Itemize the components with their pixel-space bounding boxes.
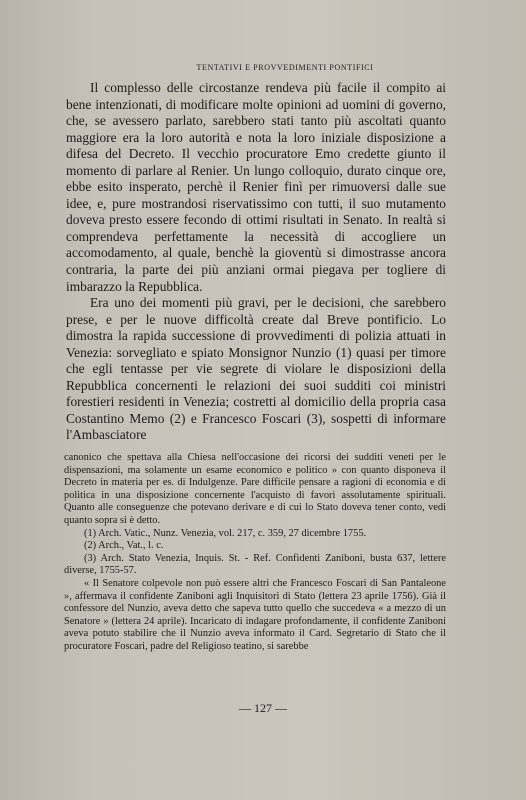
- footnote: (1) Arch. Vatic., Nunz. Venezia, vol. 217, c. 359, 27 dicembre 1755.: [84, 527, 367, 539]
- footnotes: [64, 452, 446, 654]
- footnote: (2) Arch., Vat., l. c.: [84, 540, 164, 552]
- paragraph: Il complesso delle circostanze rendeva più facile il compito ai bene intenzionati, di modificare molte opinioni ad uomini di governo, che, se avessero parlato, sarebbero stati tanto più ascoltati quanto maggiore era la loro autorità e nota la loro iniziale disposizione a difesa del Decreto. Il vecchio procuratore Emo credette giunto il momento di parlare al Renier. Un lungo colloquio, durato cinque ore, ebbe esito insperato, perchè il Renier finì per rimuoversi dalle sue idee, e, pure mostrandosi riservatissimo con tutti, il suo mutamento doveva presto essere fecondo di ottimi risultati in Senato. In realtà si comprendeva perfettamente la necessità di accogliere un accomodamento, al quale, benchè la gioventù si dimostrasse ancora contraria, la parte dei più anziani ormai piegava per togliere di imbarazzo la Repubblica.: [66, 80, 446, 294]
- footnote: (3) Arch. Stato Venezia, Inquis. St. - Ref. Confidenti Zaniboni, busta 637, lettere diverse, 1755-57.: [64, 552, 446, 577]
- footnote-quote: « Il Senatore colpevole non può essere altri che Francesco Foscari di San Pantaleone », affermava il confidente Zaniboni agli Inquisitori di Stato (lettera 23 aprile 1756). Già il confessore del Nunzio, aveva detto che sapeva tutto quello che succedeva « a mezzo di un Senatore » (lettera 24 aprile). Incaricato di indagare profondamente, il confidente Zaniboni aveva potuto stabilire che il Nunzio aveva informato il Card. Segretario di Stato che il procuratore Foscari, padre del Religioso teatino, si sarebbe: [64, 577, 446, 652]
- page-number: — 127 —: [239, 701, 287, 715]
- main-text: [66, 80, 446, 444]
- footnote-continuation: canonico che spettava alla Chiesa nell'occasione dei ricorsi dei sudditi veneti per le dispensazioni, ma solamente un esame economico e politico » con quanto disponeva il Decreto in materia per es. di Indulgenze. Pare difficile pensare a ragioni di economia e di politica in una disposizione concernente l'acquisto di favori assolutamente spirituali. Quanto alle conseguenze che potevano derivare e di cui lo Stato doveva tener conto, vedi quanto sopra si è detto.: [64, 452, 446, 526]
- running-header: TENTATIVI E PROVVEDIMENTI PONTIFICI: [196, 63, 374, 72]
- paragraph: Era uno dei momenti più gravi, per le decisioni, che sarebbero prese, e per le nuove difficoltà create dal Breve pontificio. Lo dimostra la rapida successione di provvedimenti di polizia attuati in Venezia: sorvegliato e spiato Monsignor Nunzio (1) quasi per timore che egli tentasse per vie segrete di violare le disposizioni della Repubblica concernenti le relazioni dei suoi sudditi coi ministri forestieri residenti in Venezia; costretti al domicilio della propria casa Costantino Memo (2) e Francesco Foscari (3), sospetti di informare l'Ambasciatore: [66, 295, 446, 443]
